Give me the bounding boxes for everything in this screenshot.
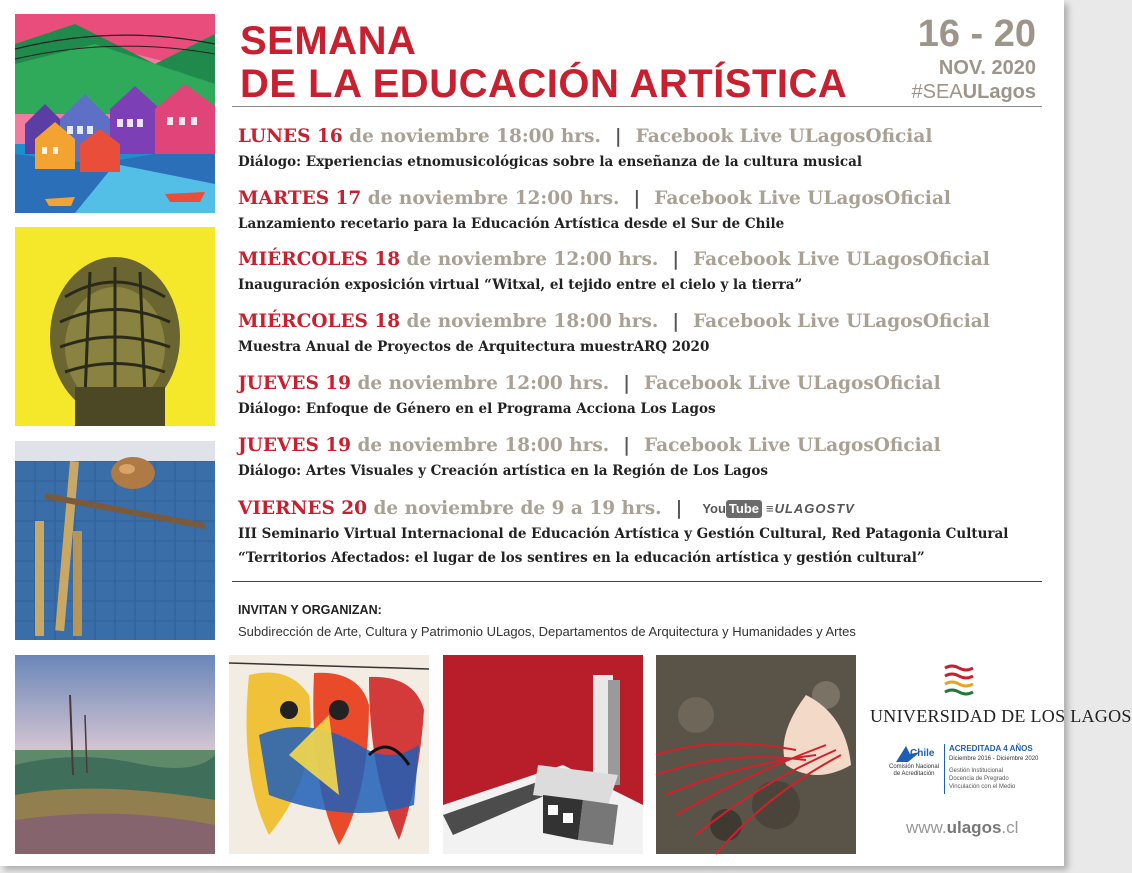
landscape-painting <box>15 655 215 854</box>
event-day: MIÉRCOLES 18 <box>238 311 401 332</box>
separator: | <box>675 498 683 519</box>
event-time: de noviembre 18:00 hrs. <box>342 126 601 147</box>
event-item-final <box>238 496 1038 570</box>
youtube-you: You <box>702 501 726 516</box>
event-time: de noviembre 12:00 hrs. <box>361 188 620 209</box>
cna-chile-label: Chile <box>910 748 935 759</box>
organizers-text: Subdirección de Arte, Cultura y Patrimonio ULagos, Departamentos de Arquitectura y Humanidades y Artes <box>238 624 856 639</box>
event-time: de noviembre 12:00 hrs. <box>351 373 610 394</box>
event-description: Muestra Anual de Proyectos de Arquitectura muestrARQ 2020 <box>238 339 710 355</box>
event-item <box>238 186 1038 236</box>
event-day: JUEVES 19 <box>238 435 351 456</box>
instruments-photo <box>15 441 215 640</box>
event-description-2: “Territorios Afectados: el lugar de los sentires en la educación artística y gestión cultural” <box>238 550 925 566</box>
event-item <box>238 371 1038 421</box>
university-logo <box>944 664 974 696</box>
accreditation-area: Docencia de Pregrado <box>949 776 1009 782</box>
event-description: Lanzamiento recetario para la Educación Artística desde el Sur de Chile <box>238 216 785 232</box>
hashtag-suffix: ULagos <box>962 81 1036 103</box>
youtube-ulagos-tv-logo[interactable] <box>702 500 855 518</box>
event-description: Diálogo: Enfoque de Género en el Programa Acciona Los Lagos <box>238 401 716 417</box>
architecture-drawing <box>443 655 643 854</box>
accreditation-area: Vinculación con el Medio <box>949 784 1016 790</box>
accreditation-period: Diciembre 2016 - Diciembre 2020 <box>949 756 1039 762</box>
event-channel[interactable]: Facebook Live ULagosOficial <box>635 126 933 147</box>
event-channel[interactable]: Facebook Live ULagosOficial <box>693 249 990 270</box>
event-day: JUEVES 19 <box>238 373 351 394</box>
organizers-heading: INVITAN Y ORGANIZAN: <box>238 603 382 617</box>
ulagos-tv-label: ≡ULAGOSTV <box>766 501 855 516</box>
cna-name: Comisión Nacional de Acreditación <box>888 764 940 777</box>
event-title-line1: SEMANA <box>240 19 417 63</box>
separator: | <box>614 126 622 147</box>
event-title-line2: DE LA EDUCACIÓN ARTÍSTICA <box>240 62 848 106</box>
event-time: de noviembre de 9 a 19 hrs. <box>367 498 662 519</box>
event-time: de noviembre 12:00 hrs. <box>400 249 659 270</box>
houses-illustration <box>15 14 215 213</box>
event-item <box>238 309 1038 359</box>
title-divider <box>232 106 1042 107</box>
event-description: Diálogo: Experiencias etnomusicológicas sobre la enseñanza de la cultura musical <box>238 154 863 170</box>
separator: | <box>623 373 630 394</box>
event-item <box>238 124 1038 174</box>
hashtag-prefix: #SEA <box>911 81 963 103</box>
youtube-tube: Tube <box>726 500 762 518</box>
event-description: III Seminario Virtual Internacional de Educación Artística y Gestión Cultural, Red Patagonia Cultural <box>238 526 1009 542</box>
web-prefix: www. <box>906 818 947 837</box>
event-channel[interactable]: Facebook Live ULagosOficial <box>654 188 951 209</box>
event-description: Inauguración exposición virtual “Witxal, el tejido entre el cielo y la tierra” <box>238 277 803 293</box>
separator: | <box>672 311 680 332</box>
accreditation-area: Gestión Institucional <box>949 768 1004 774</box>
website-link[interactable] <box>906 818 1018 838</box>
weaving-photo <box>656 655 856 854</box>
university-name: UNIVERSIDAD DE LOS LAGOS <box>870 706 1132 726</box>
event-time: de noviembre 18:00 hrs. <box>351 435 610 456</box>
web-suffix: .cl <box>1001 818 1019 837</box>
accreditation-title: ACREDITADA 4 AÑOS <box>949 744 1033 753</box>
date-range: 16 - 20 <box>917 13 1036 55</box>
separator: | <box>672 249 680 270</box>
accreditation-seal <box>888 744 1048 796</box>
event-channel[interactable]: Facebook Live ULagosOficial <box>693 311 990 332</box>
mask-photo <box>15 227 215 426</box>
event-time: de noviembre 18:00 hrs. <box>400 311 659 332</box>
event-item <box>238 433 1038 483</box>
abstract-painting <box>229 655 429 854</box>
event-day: LUNES 16 <box>238 126 343 147</box>
event-channel[interactable]: Facebook Live ULagosOficial <box>643 435 941 456</box>
web-domain: ulagos <box>946 818 1002 837</box>
separator: | <box>633 188 641 209</box>
separator: | <box>623 435 630 456</box>
event-channel[interactable]: Facebook Live ULagosOficial <box>643 373 941 394</box>
event-description: Diálogo: Artes Visuales y Creación artística en la Región de Los Lagos <box>238 463 768 479</box>
event-day: MARTES 17 <box>238 188 362 209</box>
event-day: MIÉRCOLES 18 <box>238 249 401 270</box>
date-month: NOV. 2020 <box>938 57 1036 79</box>
event-item <box>238 247 1038 297</box>
seal-divider <box>944 744 945 794</box>
event-day: VIERNES 20 <box>238 498 368 519</box>
bottom-divider <box>232 581 1042 582</box>
hashtag <box>912 80 1037 104</box>
